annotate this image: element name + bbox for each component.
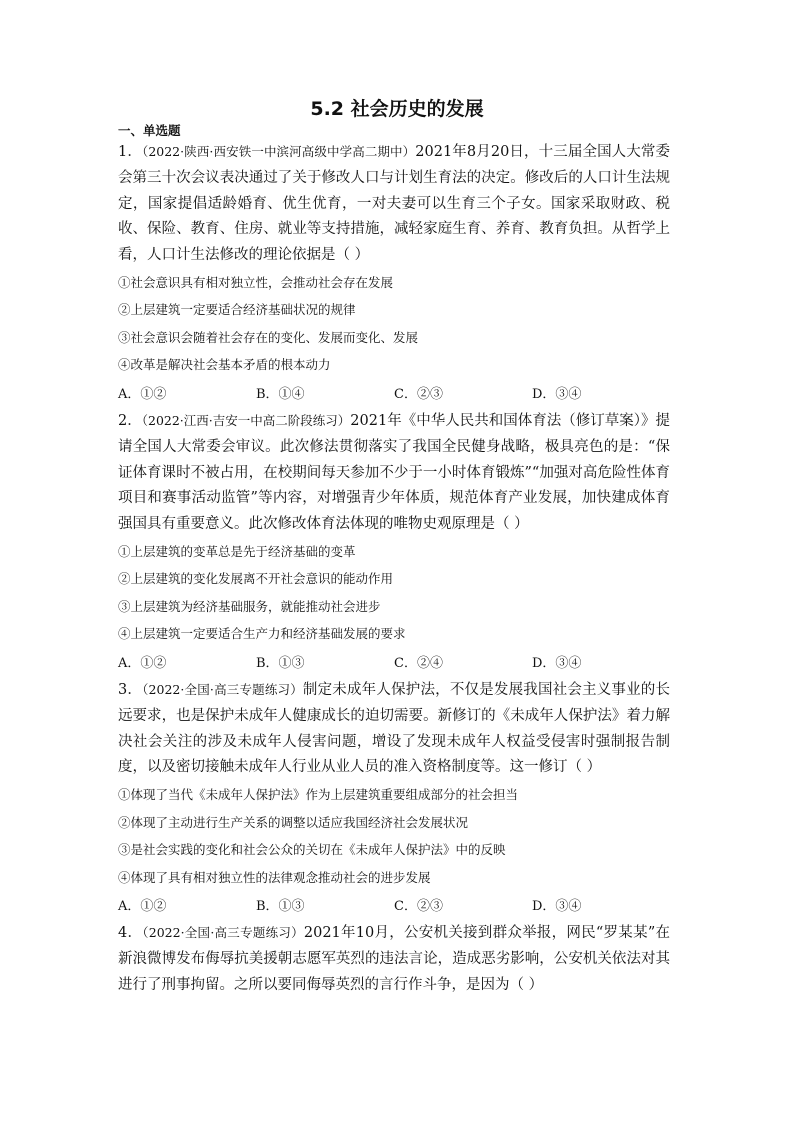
statement-list [118,538,670,648]
question-source: （2022·陕西·西安铁一中滨河高级中学高二期中） [141,144,416,159]
question-4 [118,920,670,998]
question-1 [118,139,670,406]
statement: ③社会意识会随着社会存在的变化、发展而变化、发展 [118,329,419,345]
option-a[interactable]: A．①② [118,386,167,402]
question-number: 4． [118,925,143,942]
statement: ①社会意识具有相对独立性，会推动社会存在发展 [118,274,394,290]
option-d[interactable]: D．③④ [532,899,582,915]
question-stem [118,139,670,269]
section-header: 一、单选题 [118,123,181,138]
option-b[interactable]: B．①④ [256,386,305,402]
statement: ④上层建筑一定要适合生产力和经济基础发展的要求 [118,626,406,642]
question-text: 2021年10月，公安机关接到群众举报，网民“罗某某”在新浪微博发布侮辱抗美援朝志愿军英烈的违法言论，造成恶劣影响，公安机关依法对其进行了刑事拘留。之所以要同侮辱英烈的言行作斗争，是因为（ ） [118,925,670,993]
question-source: （2022·江西·吉安一中高二阶段练习） [141,412,351,428]
question-3 [118,677,670,918]
answer-options [118,379,670,406]
page-title: 5.2 社会历史的发展 [310,98,484,120]
question-2 [118,408,670,675]
option-b[interactable]: B．①③ [256,899,305,915]
question-source: （2022·全国·高三专题练习） [142,681,303,697]
question-list [118,139,670,999]
question-text: 2021年8月20日，十三届全国人大常委会第三十次会议表决通过了关于修改人口与计划生育法的决定。修改后的人口计生法规定，国家提倡适龄婚育、优生优育，一对夫妻可以生育三个子女。国家采取财政、税收、保险、教育、住房、就业等支持措施，减轻家庭生育、养育、教育负担。从哲学上看，人口计生法修改的理论依据是（ ） [118,144,671,264]
statement-list [118,781,670,891]
statement: ④体现了具有相对独立性的法律观念推动社会的进步发展 [118,869,431,885]
question-stem [118,408,670,538]
statement: ②上层建筑的变化发展离不开社会意识的能动作用 [118,571,394,587]
question-number: 1． [118,144,142,160]
option-d[interactable]: D．③④ [532,655,582,671]
answer-options [118,648,670,675]
statement: ③是社会实践的变化和社会公众的关切在《未成年人保护法》中的反映 [118,842,506,858]
statement: ①上层建筑的变革总是先于经济基础的变革 [118,543,356,559]
question-text: 2021年《中华人民共和国体育法（修订草案）》提请全国人大常委会审议。此次修法贯彻落实了我国全民健身战略，极具亮色的是：“保证体育课时不被占用，在校期间每天参加不少于一小时体育锻炼”“加强对高危险性体育项目和赛事活动监管”等内容，对增强青少年体质，规范体育产业发展，加快建成体育强国具有重要意义。此次修改体育法体现的唯物史观原理是（ ） [118,412,670,533]
statement: ②体现了主动进行生产关系的调整以适应我国经济社会发展状况 [118,814,469,830]
option-a[interactable]: A．①② [118,899,167,915]
option-c[interactable]: C．②③ [394,899,443,915]
option-c[interactable]: C．②④ [394,655,443,671]
question-number: 2． [118,412,142,429]
question-number: 3． [118,681,143,698]
question-stem [118,920,670,998]
question-stem [118,677,670,781]
statement: ②上层建筑一定要适合经济基础状况的规律 [118,302,356,318]
answer-options [118,891,670,918]
question-source: （2022·全国·高三专题练习） [142,925,304,941]
statement-list [118,269,670,379]
statement: ③上层建筑为经济基础服务，就能推动社会进步 [118,598,381,614]
statement: ①体现了当代《未成年人保护法》作为上层建筑重要组成部分的社会担当 [118,787,519,803]
option-b[interactable]: B．①③ [256,655,305,671]
option-c[interactable]: C．②③ [394,386,443,402]
question-text: 制定未成年人保护法，不仅是发展我国社会主义事业的长远要求，也是保护未成年人健康成长的迫切需要。新修订的《未成年人保护法》着力解决社会关注的涉及未成年人侵害问题，增设了发现未成年人权益受侵害时强制报告制度，以及密切接触未成年人行业从业人员的准入资格制度等。这一修订（ ） [118,681,670,776]
option-d[interactable]: D．③④ [532,386,582,402]
statement: ④改革是解决社会基本矛盾的根本动力 [118,357,331,373]
option-a[interactable]: A．①② [118,655,167,671]
